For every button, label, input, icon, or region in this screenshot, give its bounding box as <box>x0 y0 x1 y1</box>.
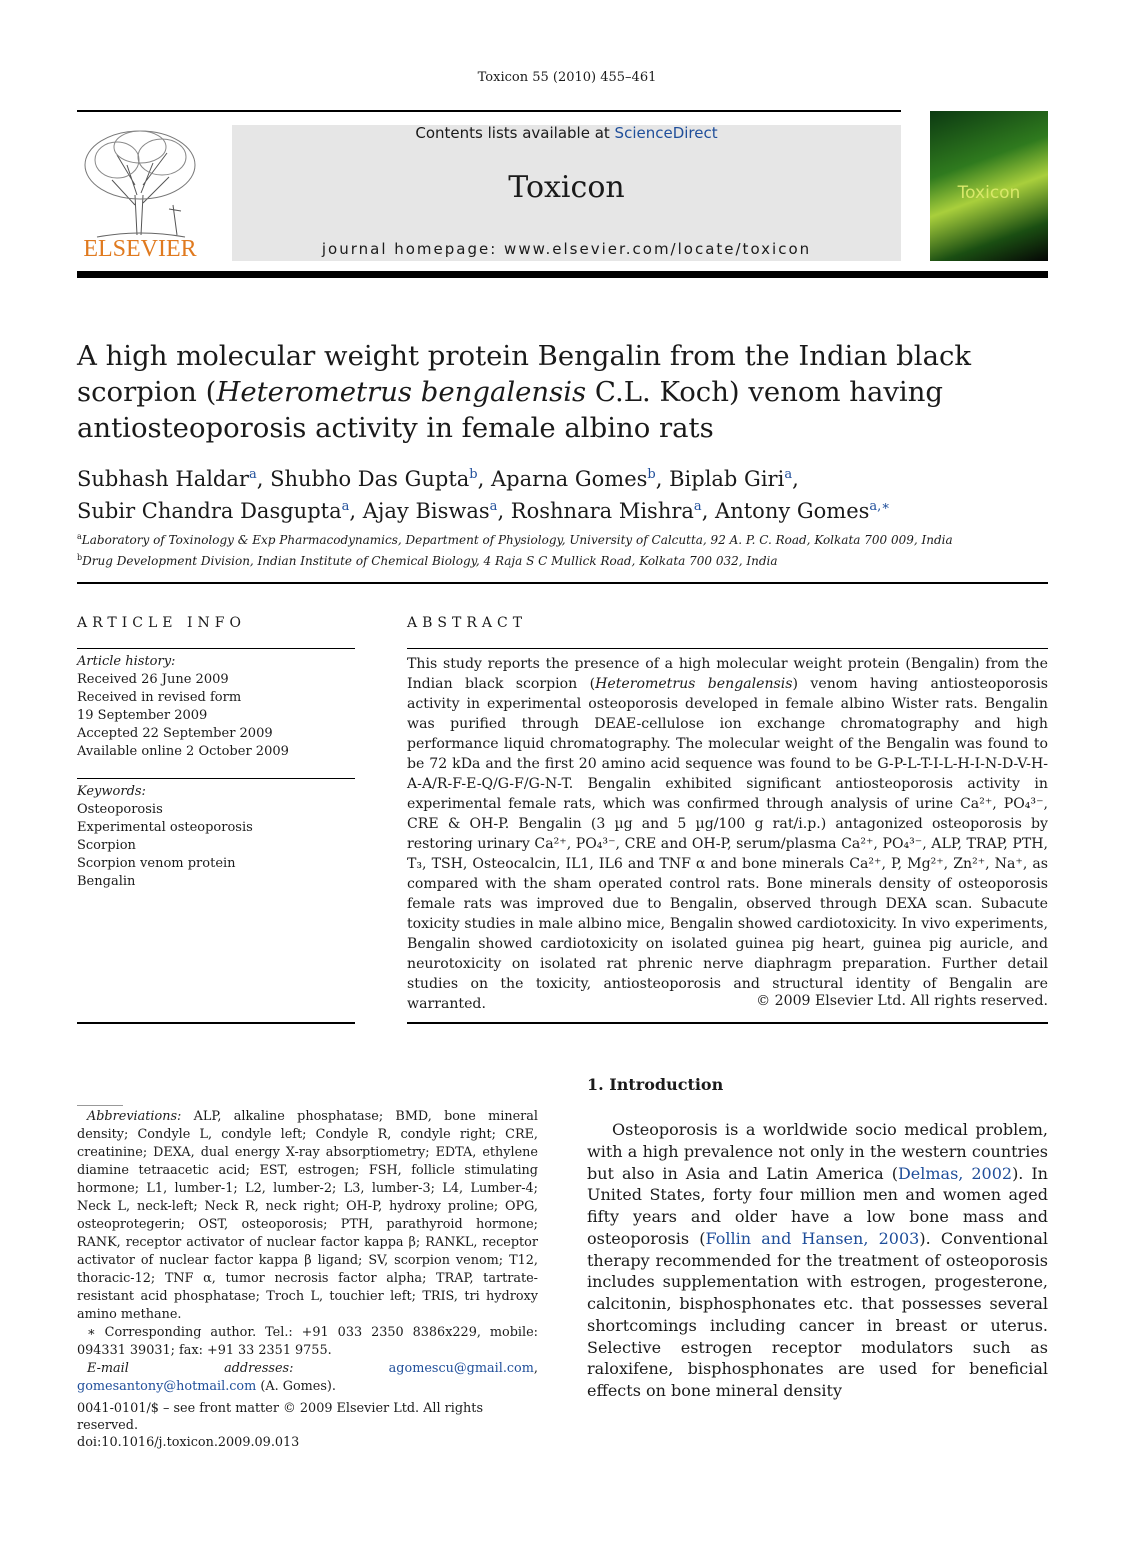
email-link[interactable]: agomescu@gmail.com <box>388 1361 534 1376</box>
title-line-2-end: C.L. Koch) venom having <box>586 376 944 408</box>
abstract-part-1: This study reports the presence of a high molecular weight protein (Bengalin) from the Indian black scorpion ( <box>407 656 1048 692</box>
abstract-species: Heterometrus bengalensis <box>595 676 793 692</box>
keywords <box>77 783 355 891</box>
article-info-heading: ARTICLE INFO <box>77 615 246 631</box>
author: Roshnara Mishra$^a$, <box>510 499 716 523</box>
intro-text-2: ). In United States, forty four million men and women aged fifty years and older have a low bone mass and osteoporosis ( <box>587 1163 1048 1248</box>
abstract-rule <box>407 648 1048 649</box>
keywords-label: Keywords: <box>77 784 146 799</box>
author: Antony Gomes$^{a,∗}$ <box>715 499 891 523</box>
email-link[interactable]: gomesantony@hotmail.com <box>77 1379 257 1394</box>
keywords-rule <box>77 778 355 779</box>
author: Ajay Biswas$^a$, <box>362 499 511 523</box>
history-item: Available online 2 October 2009 <box>77 744 289 759</box>
keyword: Osteoporosis <box>77 802 163 817</box>
title-line-1: A high molecular weight protein Bengalin from the Indian black <box>77 340 972 372</box>
journal-homepage[interactable]: journal homepage: www.elsevier.com/locate/toxicon <box>321 240 812 258</box>
affiliation-b: $^b$Drug Development Division, Indian Institute of Chemical Biology, 4 Raja S C Mullick Road, Kolkata 700 032, India <box>77 553 778 568</box>
author-list <box>77 461 1037 525</box>
cover-title: Toxicon <box>957 183 1021 203</box>
species-name: Heterometrus bengalensis <box>216 376 587 408</box>
info-rule <box>77 648 355 649</box>
abbreviations-footnote: Abbreviations: ALP, alkaline phosphatase; BMD, bone mineral density; Condyle L, condyle left; Condyle R, condyle right; CRE, creatinine; DEXA, dual energy X-ray absorptiometry; EDTA, ethylene diamine tetraacetic acid; EST, estrogen; FSH, follicle stimulating hormone; L1, lumber-1; L2, lumber-2; L3, lumber-3; L4, Lumber-4; Neck L, neck-left; Neck R, neck right; OH-P, hydroxy proline; OPG, osteoprotegerin; OST, osteoporosis; PTH, parathyroid hormone; RANK, receptor activator of nuclear factor kappa β; RANKL, receptor activator of nuclear factor kappa β ligand; SV, scorpion venom; T12, thoracic-12; TNF α, tumor necrosis factor alpha; TRAP, tartrate-resistant acid phosphatase; Troch L, touchier left; TRIS, tri hydroxy amino methane. <box>77 1109 538 1322</box>
history-item: 19 September 2009 <box>77 708 208 723</box>
abstract-text <box>407 654 1048 1014</box>
elsevier-wordmark: ELSEVIER <box>83 236 197 262</box>
author: Subhash Haldar$^a$, <box>77 467 271 491</box>
front-matter <box>77 1400 547 1451</box>
intro-text-3: ). Conventional therapy recommended for the treatment of osteoporosis includes supplementation with estrogen, progesterone, calcitonin, bisphosphonates etc. that possesses several shortcomings including cancer in breast or uterus. Selective estrogen receptor modulators such as raloxifene, bisphosphonates are used for beneficial effects on bone mineral density <box>587 1228 1049 1400</box>
footnote-rule <box>77 1105 123 1106</box>
corresponding-author-footnote: ∗ Corresponding author. Tel.: +91 033 2350 8386x229, mobile: 094331 39031; fax: +91 33 2351 9755. <box>77 1325 538 1358</box>
keyword: Bengalin <box>77 874 136 889</box>
intro-text-1: Osteoporosis is a worldwide socio medical problem, with a high prevalence not only in the western countries but also in Asia and Latin America ( <box>587 1120 1048 1183</box>
footnotes <box>77 1108 538 1396</box>
contents-line <box>232 124 901 142</box>
journal-cover-image <box>930 111 1048 261</box>
article-title <box>77 338 1037 446</box>
title-line-2 <box>77 374 1037 410</box>
keyword: Experimental osteoporosis <box>77 820 253 835</box>
email-footnote: E-mail addresses: agomescu@gmail.com, gomesantony@hotmail.com (A. Gomes). <box>77 1361 538 1394</box>
header-top-rule <box>77 110 901 112</box>
history-item: Received in revised form <box>77 690 242 705</box>
doi[interactable]: doi:10.1016/j.toxicon.2009.09.013 <box>77 1435 300 1450</box>
author: Subir Chandra Dasgupta$^a$, <box>77 499 363 523</box>
authors-line-2 <box>77 493 1037 525</box>
introduction-text <box>587 1119 1048 1402</box>
history-label: Article history: <box>77 654 176 669</box>
section-separator <box>77 582 1048 584</box>
history-item: Accepted 22 September 2009 <box>77 726 273 741</box>
reference-link-delmas[interactable]: Delmas, 2002 <box>897 1163 1013 1183</box>
affiliations <box>77 528 1037 570</box>
article-history <box>77 653 355 761</box>
abstract-bottom-rule <box>407 1022 1048 1024</box>
sciencedirect-link[interactable]: ScienceDirect <box>614 124 718 142</box>
front-matter-line: 0041-0101/$ – see front matter © 2009 Elsevier Ltd. All rights reserved. <box>77 1401 484 1433</box>
title-line-3: antiosteoporosis activity in female albino rats <box>77 412 714 444</box>
reference-link-follin[interactable]: Follin and Hansen, 2003 <box>705 1228 920 1248</box>
abstract-heading: ABSTRACT <box>407 615 528 631</box>
journal-citation: Toxicon 55 (2010) 455–461 <box>477 70 657 85</box>
author: Shubho Das Gupta$^b$, <box>270 467 491 491</box>
title-line-2-start: scorpion ( <box>77 376 217 408</box>
authors-line-1 <box>77 461 1037 493</box>
contents-prefix: Contents lists available at <box>415 124 615 142</box>
header-bottom-rule <box>77 271 1048 278</box>
introduction-heading: 1. Introduction <box>587 1075 724 1094</box>
history-item: Received 26 June 2009 <box>77 672 229 687</box>
author: Biplab Giri$^a$, <box>669 467 799 491</box>
abstract-copyright: © 2009 Elsevier Ltd. All rights reserved. <box>756 993 1048 1009</box>
author: Aparna Gomes$^b$, <box>490 467 670 491</box>
journal-name: Toxicon <box>508 170 625 205</box>
keyword: Scorpion <box>77 838 136 853</box>
affiliation-a: $^a$Laboratory of Toxinology & Exp Pharmacodynamics, Department of Physiology, University of Calcutta, 92 A. P. C. Road, Kolkata 700 009, India <box>77 532 953 547</box>
info-bottom-rule <box>77 1022 355 1024</box>
keyword: Scorpion venom protein <box>77 856 236 871</box>
abstract-part-2: ) venom having antiosteoporosis activity in experimental osteoporosis developed in female albino Wister rats. Bengalin was purified through DEAE-cellulose ion exchange chromatography and high performance liquid chromatography. The molecular weight of the Bengalin was found to be 72 kDa and the first 20 amino acid sequence was found to be G-P-L-T-I-L-H-I-N-D-V-H-A-A/R-F-E-Q/G-F/G-N-T. Bengalin exhibited significant antiosteoporosis activity in experimental female rats, which was confirmed through analysis of urine Ca²⁺, PO₄³⁻, CRE & OH-P. Bengalin (3 µg and 5 µg/100 g rat/i.p.) antagonized osteoporosis by restoring urinary Ca²⁺, PO₄³⁻, CRE and OH-P, serum/plasma Ca²⁺, PO₄³⁻, ALP, TRAP, PTH, T₃, TSH, Osteocalcin, IL1, IL6 and TNF α and bone minerals Ca²⁺, P, Mg²⁺, Zn²⁺, Na⁺, as compared with the sham operated control rats. Bone minerals density of osteoporosis female rats was improved due to Bengalin, observed through DEXA scan. Subacute toxicity studies in male albino mice, Bengalin showed cardiotoxicity. In vivo experiments, Bengalin showed cardiotoxicity on isolated guinea pig heart, guinea pig auricle, and neurotoxicity on isolated rat phrenic nerve diaphragm preparation. Further detail studies on the toxicity, antiosteoporosis and structural identity of Bengalin are warranted. <box>407 676 1049 1012</box>
